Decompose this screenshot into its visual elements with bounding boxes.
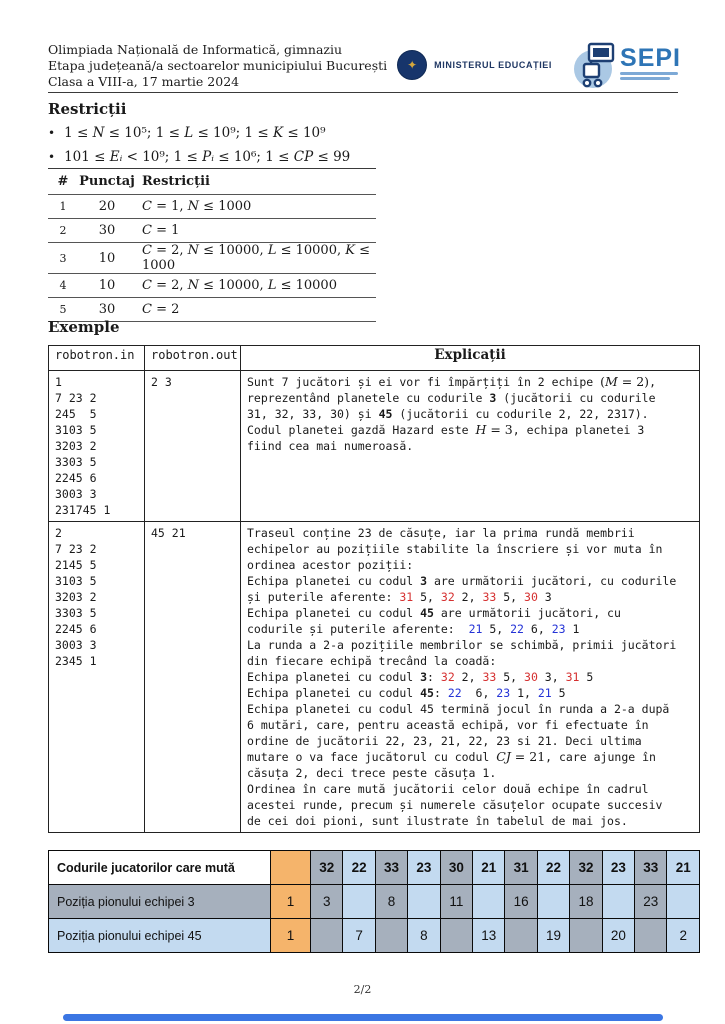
input-line: 3203 2 [55,590,97,604]
sepi-tagline-bar [620,77,670,80]
ministry-label: MINISTERUL EDUCAȚIEI [434,60,553,70]
explanation-line: reprezentând planetele cu codurile 3 (jucătorii cu codurile [247,391,656,405]
move-position-cell [635,919,667,953]
examples-header-row [49,346,700,371]
explanation-line: Sunt 7 jucători și ei vor fi împărțiți în 2 echipe (M = 2), [247,374,656,389]
example-explanation-cell [241,522,700,833]
score-row [48,274,376,298]
score-cell-points: 30 [78,298,136,322]
score-cell-points: 10 [78,243,136,274]
example-input-cell [49,371,145,522]
move-code-cell: 21 [473,851,505,885]
explanation-line: Traseul conține 23 de căsuțe, iar la prima rundă membrii [247,526,635,540]
explanation-line: din fiecare echipă trecând la coadă: [247,654,497,668]
move-position-cell: 7 [343,919,375,953]
explanation-line: 31, 32, 33, 30) și 45 (jucătorii cu codurile 2, 22, 2317). [247,407,649,421]
move-position-cell [375,919,407,953]
example-explanation-cell [241,371,700,522]
move-code-cell: 30 [440,851,472,885]
score-cell-num: 3 [48,243,78,274]
explanation-line: 6 mutări, care, pentru această echipă, vor fi efectuate în [247,718,649,732]
examples-header-explanation: Explicații [241,346,700,371]
move-position-cell [505,919,537,953]
restriction-formula: 1 ≤ N ≤ 10⁵; 1 ≤ L ≤ 10⁹; 1 ≤ K ≤ 10⁹ [64,125,326,141]
score-row [48,219,376,243]
moves-table [48,850,700,953]
explanation-line: Ordinea în care mută jucătorii celor două echipe în cadrul [247,782,649,796]
moves-start-cell: 1 [271,919,311,953]
score-header-num: # [48,169,78,195]
move-position-cell [570,919,602,953]
moves-start-cell [271,851,311,885]
input-line: 2345 1 [55,654,97,668]
move-position-cell [667,885,700,919]
score-cell-num: 4 [48,274,78,298]
explanation-line: Echipa planetei cu codul 3 are următorii jucători, cu codurile [247,574,677,588]
input-line: 2245 6 [55,622,97,636]
example-output-cell [145,371,241,522]
input-line: 3103 5 [55,423,97,437]
move-code-cell: 32 [311,851,343,885]
move-code-cell: 22 [343,851,375,885]
score-row [48,243,376,274]
explanation-line: Echipa planetei cu codul 45 termină jocul în runda a 2-a după [247,702,670,716]
input-line: 2245 6 [55,471,97,485]
move-position-cell [311,919,343,953]
move-code-cell: 21 [667,851,700,885]
restrictions-section [48,100,648,166]
score-cell-num: 1 [48,195,78,219]
move-position-cell: 8 [375,885,407,919]
input-line: 3303 5 [55,455,97,469]
input-line: 3303 5 [55,606,97,620]
examples-header-input: robotron.in [49,346,145,371]
page-number: 2/2 [353,983,372,996]
move-position-cell: 16 [505,885,537,919]
moves-header-label: Codurile jucatorilor care mută [49,851,271,885]
explanation-line: ordine de jucătorii 22, 23, 21, 22, 23 si 21. Deci ultima [247,734,642,748]
explanation-line: ordinea acestor poziții: [247,558,414,572]
score-cell-points: 20 [78,195,136,219]
move-position-cell: 23 [635,885,667,919]
input-line: 245 5 [55,407,97,421]
score-cell-points: 10 [78,274,136,298]
header-line-2: Etapa județeană/a sectoarelor municipiului București [48,58,388,73]
explanation-line: Echipa planetei cu codul 45 are următorii jucători, cu [247,606,621,620]
score-cell-restriction: C = 2, N ≤ 10000, L ≤ 10000 [136,274,376,298]
move-position-cell: 20 [602,919,634,953]
score-cell-restriction: C = 2 [136,298,376,322]
sepi-logo [572,38,681,92]
moves-row [49,885,700,919]
bottom-scrollbar[interactable] [63,1014,663,1021]
explanation-line: și puterile aferente: 31 5, 32 2, 33 5, 30 3 [247,590,552,604]
move-position-cell [602,885,634,919]
moves-header-row [49,851,700,885]
ministry-crest-icon: ✦ [397,50,427,80]
move-code-cell: 22 [537,851,569,885]
explanation-line: acestei runde, precum și numerele căsuțelor ocupate succesiv [247,798,663,812]
move-position-cell: 8 [408,919,440,953]
header-logos [397,38,681,92]
explanation-line: mutare o va face jucătorul cu codul CJ = 21, care ajunge în [247,749,656,764]
moves-row [49,919,700,953]
input-line: 3003 3 [55,638,97,652]
input-line: 2 [55,526,62,540]
explanation-line: codurile și puterile aferente: 21 5, 22 6, 23 1 [247,622,580,636]
move-code-cell: 23 [408,851,440,885]
input-line: 7 23 2 [55,542,97,556]
examples-title: Exemple [48,318,120,336]
examples-table [48,345,700,833]
restriction-bullet [48,124,648,142]
score-cell-num: 2 [48,219,78,243]
input-line: 2145 5 [55,558,97,572]
score-cell-points: 30 [78,219,136,243]
input-line: 1 [55,375,62,389]
move-position-cell: 3 [311,885,343,919]
examples-header-output: robotron.out [145,346,241,371]
header-line-3: Clasa a VIII-a, 17 martie 2024 [48,74,240,89]
moves-start-cell: 1 [271,885,311,919]
move-code-cell: 33 [635,851,667,885]
move-position-cell: 19 [537,919,569,953]
moves-row-label: Poziția pionului echipei 45 [49,919,271,953]
explanation-line: echipelor au pozițiile stabilite la înscriere și vor muta în [247,542,663,556]
move-position-cell [343,885,375,919]
example-output-cell [145,522,241,833]
score-cell-restriction: C = 1, N ≤ 1000 [136,195,376,219]
input-line: 7 23 2 [55,391,97,405]
restriction-bullet [48,148,648,166]
input-line: 3103 5 [55,574,97,588]
move-position-cell [473,885,505,919]
sepi-robot-icon [572,38,618,92]
example-row [49,522,700,833]
restriction-formula: 101 ≤ Eᵢ < 10⁹; 1 ≤ Pᵢ ≤ 10⁶; 1 ≤ CP ≤ 99 [64,149,351,165]
output-line: 2 3 [151,375,172,389]
explanation-line: de cei doi pioni, sunt ilustrate în tabelul de mai jos. [247,814,628,828]
doc-header-text [48,42,438,90]
move-position-cell [408,885,440,919]
header-rule [48,92,678,93]
input-line: 3203 2 [55,439,97,453]
move-position-cell [440,919,472,953]
move-code-cell: 23 [602,851,634,885]
score-header-restrictions: Restricții [136,169,376,195]
explanation-line: Echipa planetei cu codul 45: 22 6, 23 1, 21 5 [247,686,566,700]
move-code-cell: 33 [375,851,407,885]
move-code-cell: 32 [570,851,602,885]
move-code-cell: 31 [505,851,537,885]
output-line: 45 21 [151,526,186,540]
move-position-cell: 13 [473,919,505,953]
sepi-wordmark: SEPI [620,44,681,72]
sepi-tagline-bar [620,72,678,75]
score-table [48,168,376,322]
explanation-line: Echipa planetei cu codul 3: 32 2, 33 5, 30 3, 31 5 [247,670,594,684]
example-row [49,371,700,522]
score-cell-restriction: C = 1 [136,219,376,243]
input-line: 231745 1 [55,503,111,517]
explanation-line: La runda a 2-a pozițiile membrilor se schimbă, primii jucători [247,638,677,652]
ministry-logo [397,50,552,80]
move-position-cell [537,885,569,919]
score-cell-restriction: C = 2, N ≤ 10000, L ≤ 10000, K ≤ 1000 [136,243,376,274]
explanation-line: Codul planetei gazdă Hazard este H = 3, echipa planetei 3 [247,422,645,437]
restrictions-title: Restricții [48,100,127,118]
score-row [48,195,376,219]
score-header-row [48,169,376,195]
explanation-line: căsuța 2, deci trece peste căsuța 1. [247,766,497,780]
explanation-line: fiind cea mai numeroasă. [247,439,414,453]
score-cell-num: 5 [48,298,78,322]
move-position-cell: 2 [667,919,700,953]
header-line-1: Olimpiada Națională de Informatică, gimnaziu [48,42,343,57]
example-input-cell [49,522,145,833]
sepi-wordmark-block [620,38,681,80]
score-header-points: Punctaj [78,169,136,195]
moves-row-label: Poziția pionului echipei 3 [49,885,271,919]
move-position-cell: 11 [440,885,472,919]
move-position-cell: 18 [570,885,602,919]
input-line: 3003 3 [55,487,97,501]
